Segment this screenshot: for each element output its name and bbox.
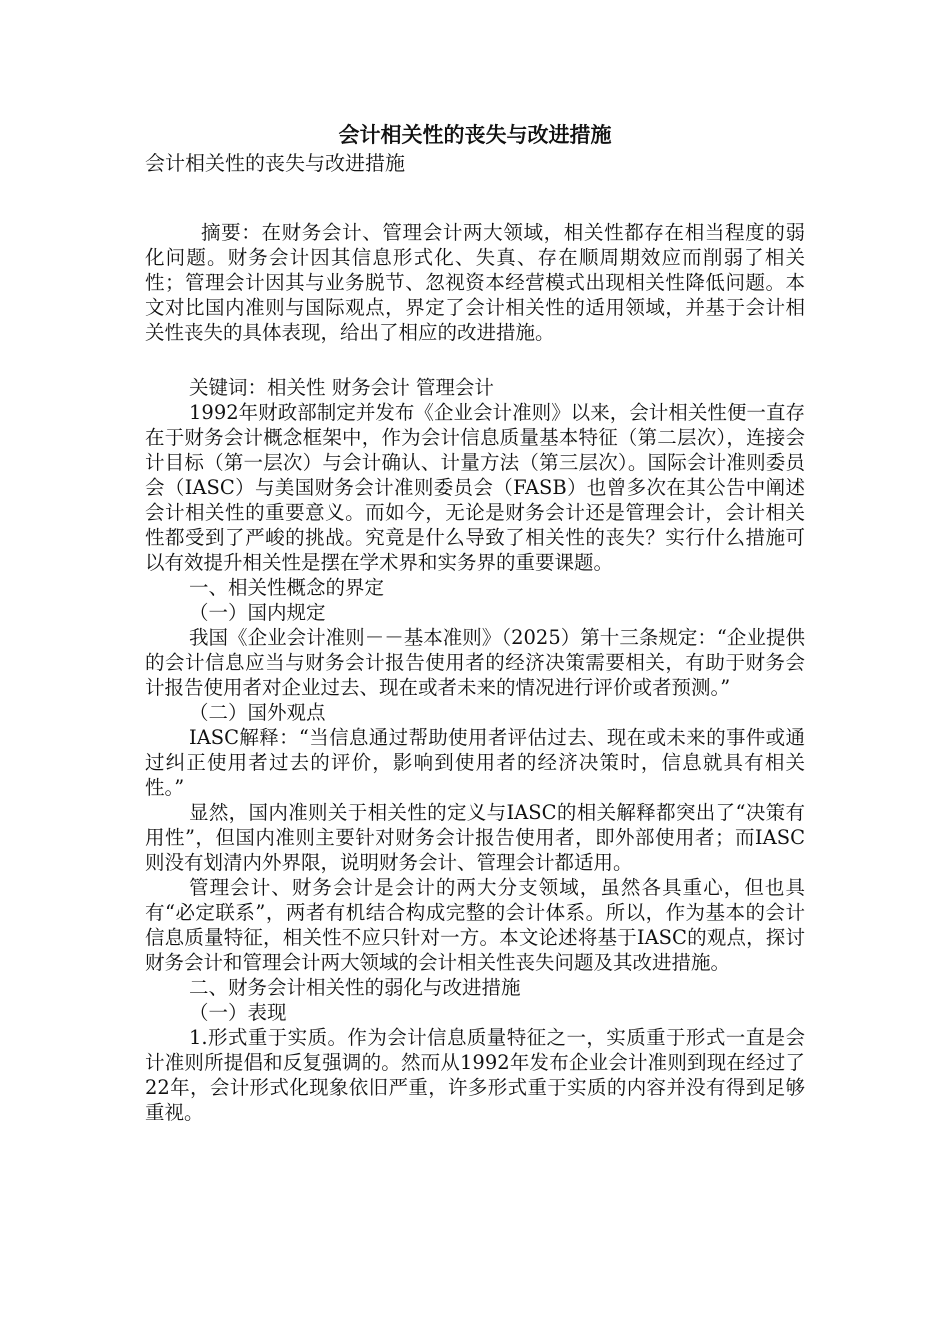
body-paragraph: 1992年财政部制定并发布《企业会计准则》以来，会计相关性便一直存在于财务会计概念框架中，作为会计信息质量基本特征（第二层次），连接会计目标（第一层次）与会计确认、计量方法（第三层次）。国际会计准则委员会（IASC）与美国财务会计准则委员会（FASB）也曾多次在其公告中阐述会计相关性的重要意义。而如今，无论是财务会计还是管理会计，会计相关性都受到了严峻的挑战。究竟是什么导致了相关性的丧失？实行什么措施可以有效提升相关性是摆在学术界和实务界的重要课题。 — [145, 401, 805, 574]
body-paragraph: 管理会计、财务会计是会计的两大分支领域，虽然各具重心，但也具有“必定联系”，两者有机结合构成完整的会计体系。所以，作为基本的会计信息质量特征，相关性不应只针对一方。本文论述将基于IASC的观点，探讨财务会计和管理会计两大领域的会计相关性丧失问题及其改进措施。 — [145, 876, 805, 974]
document-page — [145, 120, 805, 1125]
body-paragraph: 显然，国内准则关于相关性的定义与IASC的相关解释都突出了“决策有用性”，但国内准则主要针对财务会计报告使用者，即外部使用者；而IASC则没有划清内外界限，说明财务会计、管理会计都适用。 — [145, 801, 805, 874]
body-paragraph: IASC解释：“当信息通过帮助使用者评估过去、现在或未来的事件或通过纠正使用者过去的评价，影响到使用者的经济决策时，信息就具有相关性。” — [145, 726, 805, 799]
section-heading-1: 一、相关性概念的界定 — [189, 576, 385, 599]
keywords-line: 关键词：相关性 财务会计 管理会计 — [189, 376, 494, 399]
spacer — [145, 345, 805, 375]
body-paragraph: 我国《企业会计准则－－基本准则》（2025）第十三条规定：“企业提供的会计信息应当与财务会计报告使用者的经济决策需要相关，有助于财务会计报告使用者对企业过去、现在或者未来的情况进行评价或者预测。” — [145, 626, 805, 699]
body-paragraph: 1.形式重于实质。作为会计信息质量特征之一，实质重于形式一直是会计准则所提倡和反复强调的。然而从1992年发布企业会计准则到现在经过了22年，会计形式化现象依旧严重，许多形式重于实质的内容并没有得到足够重视。 — [145, 1026, 805, 1124]
spacer — [145, 176, 805, 220]
document-title: 会计相关性的丧失与改进措施 — [338, 122, 612, 147]
subsection-heading-1-1: （一）国内规定 — [189, 601, 326, 624]
subsection-heading-1-2: （二）国外观点 — [189, 701, 326, 724]
subsection-heading-2-1: （一）表现 — [189, 1001, 287, 1024]
document-subtitle: 会计相关性的丧失与改进措施 — [145, 151, 405, 175]
abstract-paragraph: 摘要：在财务会计、管理会计两大领域，相关性都存在相当程度的弱化问题。财务会计因其信息形式化、失真、存在顺周期效应而削弱了相关性；管理会计因其与业务脱节、忽视资本经营模式出现相关性降低问题。本文对比国内准则与国际观点，界定了会计相关性的适用领域，并基于会计相关性丧失的具体表现，给出了相应的改进措施。 — [145, 221, 805, 344]
section-heading-2: 二、财务会计相关性的弱化与改进措施 — [189, 976, 521, 999]
